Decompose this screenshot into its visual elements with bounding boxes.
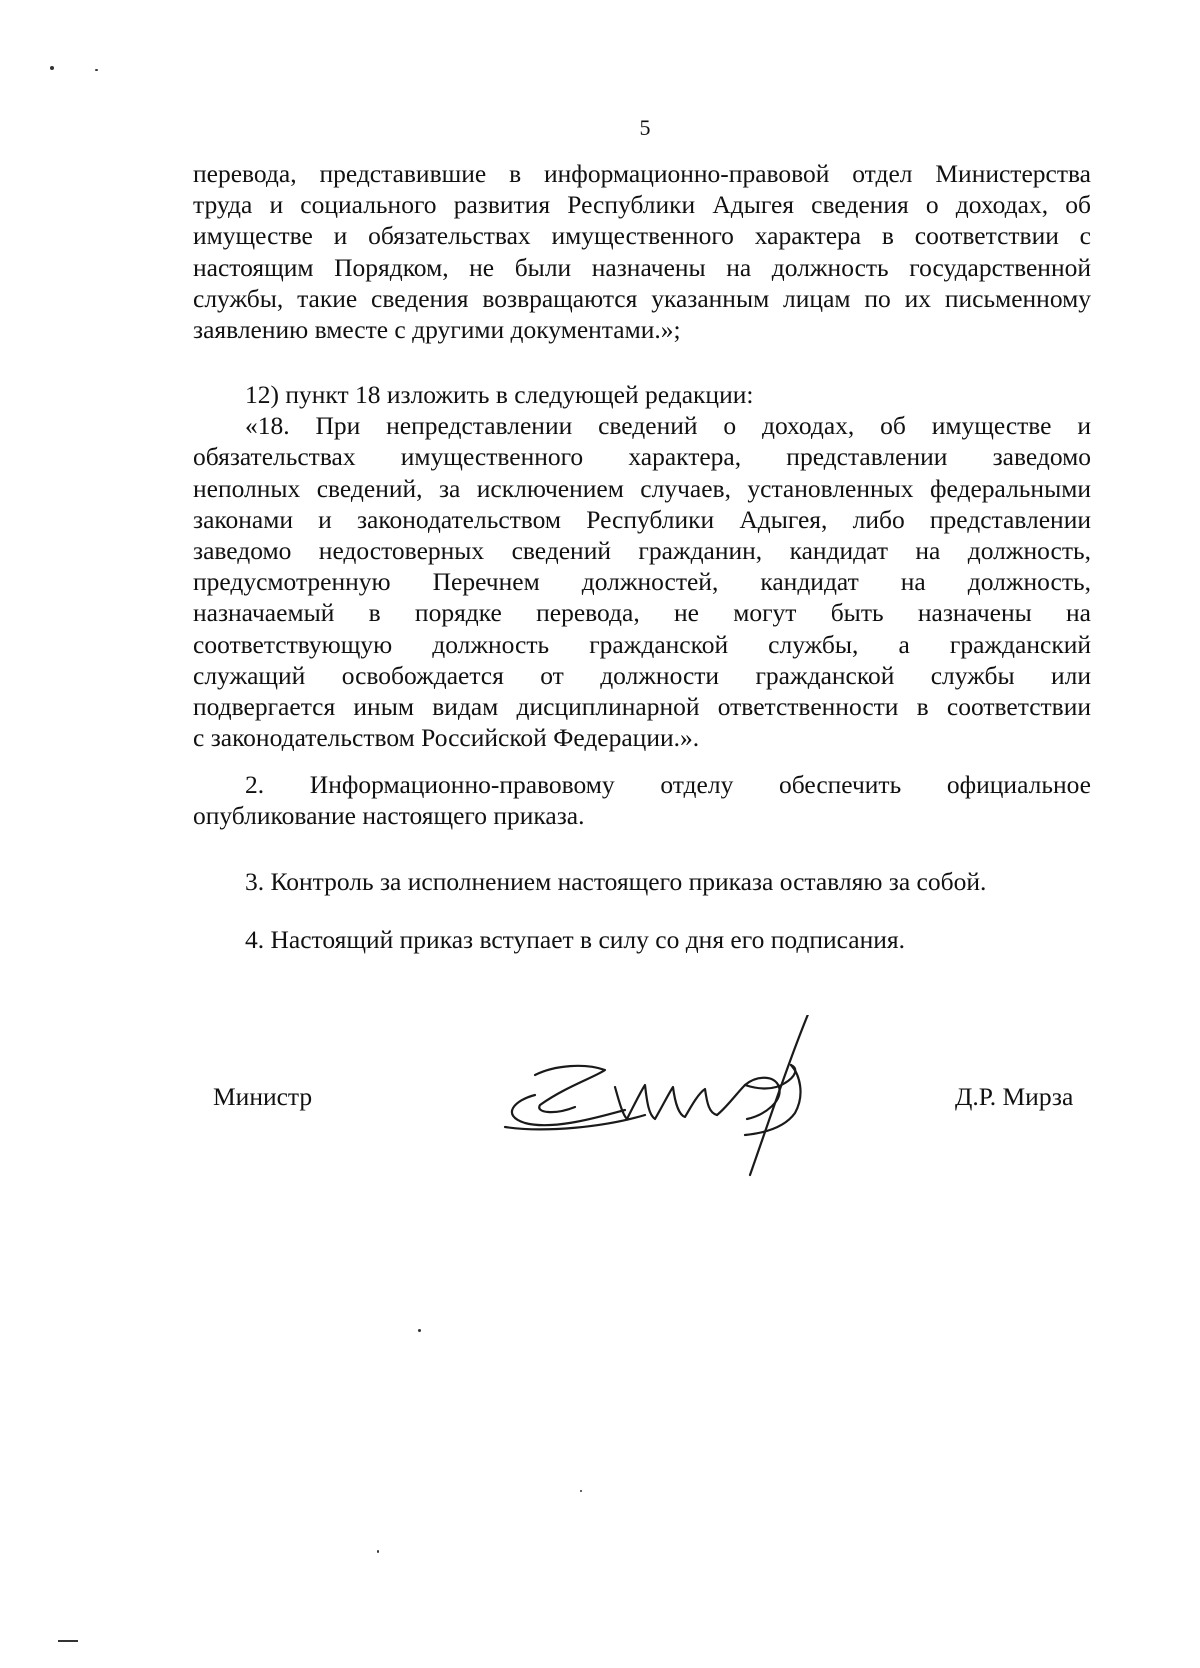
scan-speck — [58, 1640, 78, 1642]
text-line: «18. При непредставлении сведений о доходах, об имуществе и — [245, 411, 1091, 441]
text-line: службы, такие сведения возвращаются указанным лицам по их письменному — [193, 283, 1091, 313]
page-number: 5 — [639, 115, 651, 140]
text-line: законами и законодательством Республики Адыгея, либо представлении — [193, 504, 1091, 534]
scan-speck — [580, 1490, 582, 1492]
item-4-paragraph — [193, 924, 1091, 955]
text-line: назначаемый в порядке перевода, не могут быть назначены на — [193, 598, 1091, 628]
text-line: настоящим Порядком, не были назначены на должность государственной — [193, 252, 1091, 282]
item-2-paragraph — [193, 769, 1091, 831]
handwritten-signature — [495, 1015, 865, 1190]
text-line: заявлению вместе с другими документами.»; — [193, 315, 681, 345]
text-line: неполных сведений, за исключением случаев, установленных федеральными — [193, 473, 1091, 503]
text-line: обязательствах имущественного характера, представлении заведомо — [193, 442, 1091, 472]
text-line: перевода, представившие в информационно-правовой отдел Министерства — [193, 159, 1091, 188]
continuation-paragraph — [193, 158, 1091, 345]
text-line: подвергается иным видам дисциплинарной ответственности в соответствии — [193, 692, 1091, 722]
text-line: предусмотренную Перечнем должностей, кандидат на должность, — [193, 567, 1091, 597]
text-line: заведомо недостоверных сведений гражданин, кандидат на должность, — [193, 536, 1091, 566]
text-line: соответствующую должность гражданской службы, а гражданский — [193, 629, 1091, 659]
item-3-paragraph — [193, 866, 1091, 897]
text-line: имуществе и обязательствах имущественного характера в соответствии с — [193, 221, 1091, 251]
text-line: 2. Информационно-правовому отделу обеспечить официальное — [245, 770, 1091, 799]
scan-speck — [377, 1550, 379, 1553]
signatory-name: Д.Р. Мирза — [955, 1082, 1074, 1111]
item-12-heading: 12) пункт 18 изложить в следующей редакции: — [245, 380, 754, 409]
text-line: с законодательством Российской Федерации.». — [193, 723, 700, 753]
item-12-paragraph — [193, 379, 1091, 753]
text-line: служащий освобождается от должности гражданской службы или — [193, 660, 1091, 690]
signatory-position: Министр — [213, 1082, 313, 1111]
scan-speck — [95, 69, 98, 71]
scan-speck — [418, 1329, 421, 1332]
text-line: труда и социального развития Республики Адыгея сведения о доходах, об — [193, 190, 1091, 220]
text-line: 4. Настоящий приказ вступает в силу со дня его подписания. — [245, 925, 905, 954]
scan-speck — [50, 66, 54, 70]
text-line: опубликование настоящего приказа. — [193, 801, 585, 831]
text-line: 3. Контроль за исполнением настоящего приказа оставляю за собой. — [245, 867, 987, 896]
